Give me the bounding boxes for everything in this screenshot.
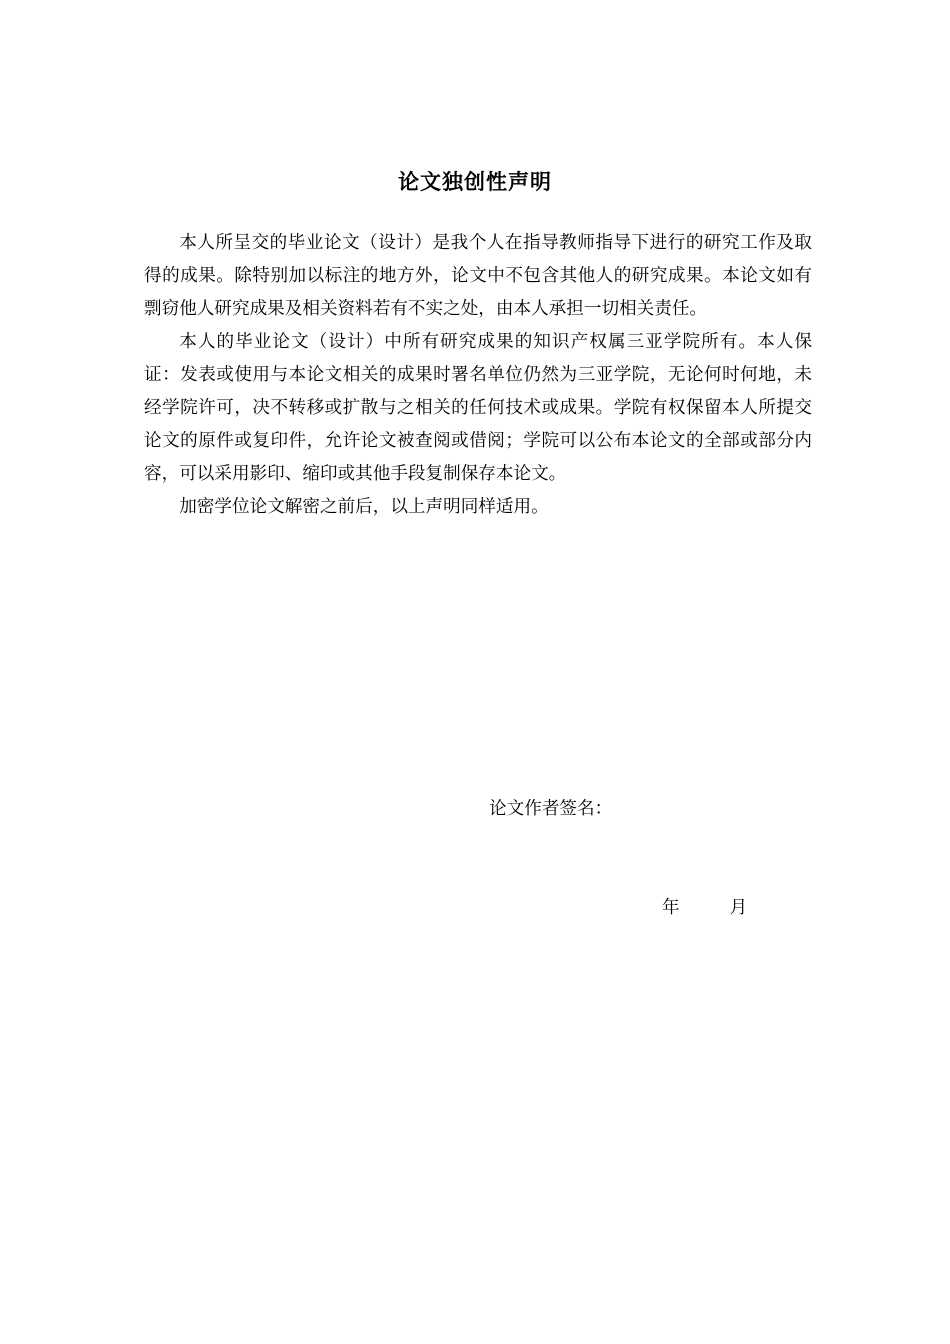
declaration-paragraph-originality: 本人所呈交的毕业论文（设计）是我个人在指导教师指导下进行的研究工作及取得的成果。除特别加以标注的地方外，论文中不包含其他人的研究成果。本论文如有剽窃他人研究成果及相关资料若有不实之处，由本人承担一切相关责任。 xyxy=(144,233,812,319)
author-signature-label: 论文作者签名： xyxy=(489,799,613,819)
signature-date xyxy=(662,893,747,923)
declaration-paragraph-ip-rights: 本人的毕业论文（设计）中所有研究成果的知识产权属三亚学院所有。本人保证：发表或使用与本论文相关的成果时署名单位仍然为三亚学院，无论何时何地，未经学院许可，决不转移或扩散与之相关的任何技术或成果。学院有权保留本人所提交论文的原件或复印件，允许论文被查阅或借阅；学院可以公布本论文的全部或部分内容，可以采用影印、缩印或其他手段复制保存本论文。 xyxy=(144,332,812,484)
declaration-paragraph-confidential: 加密学位论文解密之前后，以上声明同样适用。 xyxy=(179,497,549,517)
date-month-label: 月 xyxy=(729,898,748,918)
date-year-label: 年 xyxy=(662,898,680,918)
declaration-body xyxy=(144,227,812,524)
page-title: 论文独创性声明 xyxy=(398,170,552,194)
